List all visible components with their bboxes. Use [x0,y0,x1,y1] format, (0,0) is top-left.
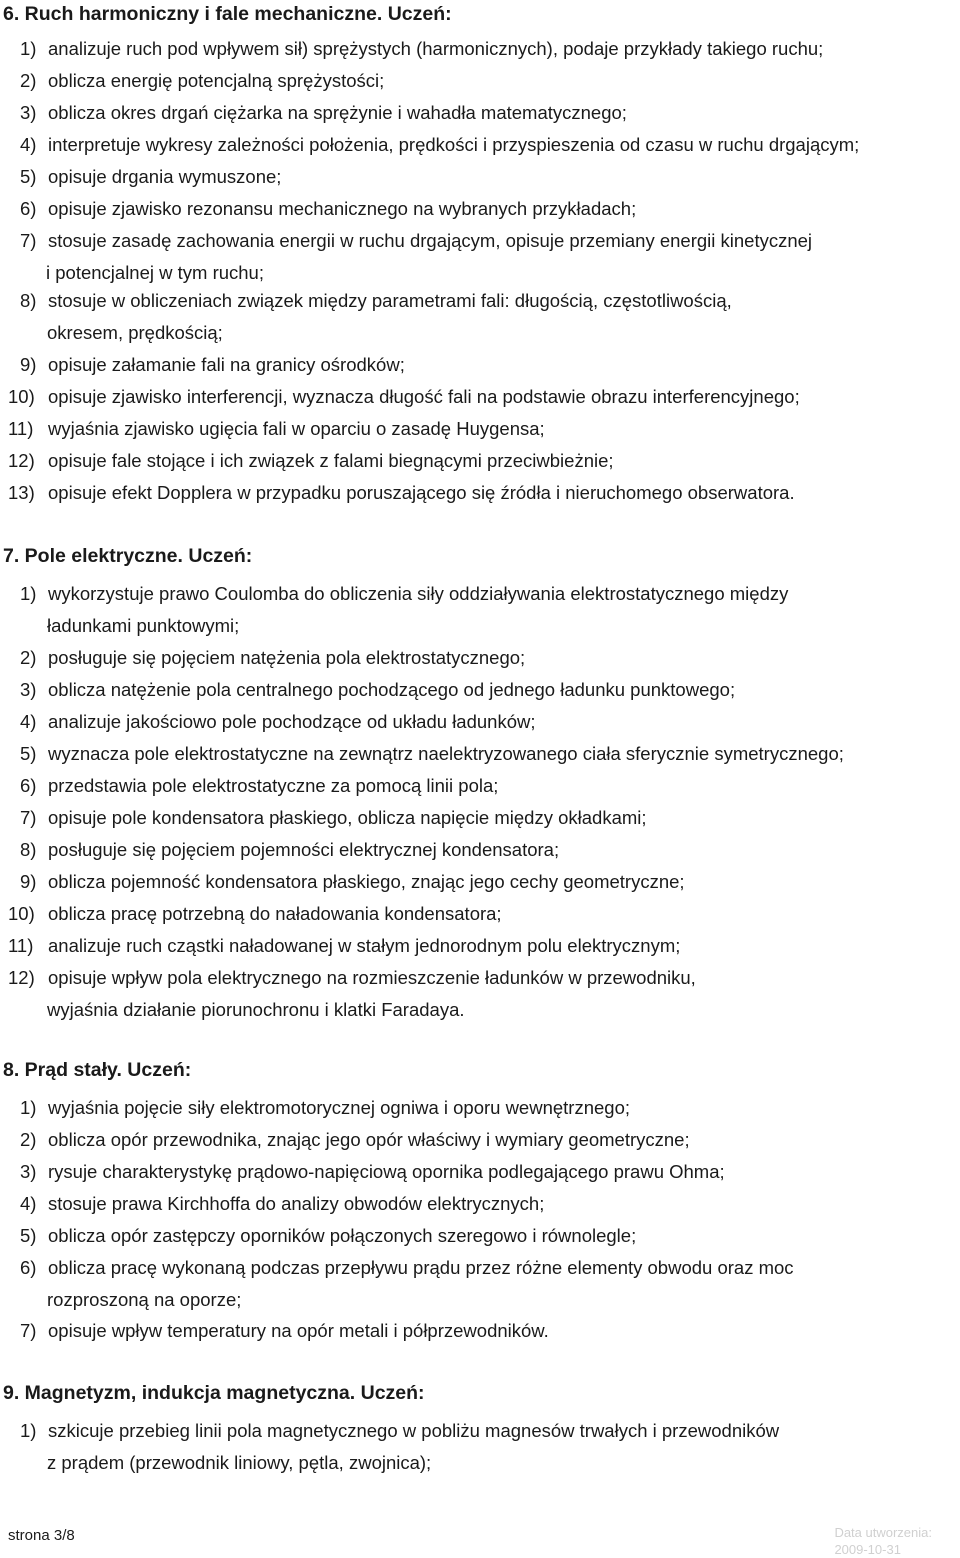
section-student-label: Uczeń: [360,1382,425,1404]
list-item-text: i potencjalnej w tym ruchu; [46,262,264,283]
page-number: strona 3/8 [8,1527,75,1544]
list-item-text: posługuje się pojęciem pojemności elektrycznej kondensatora; [48,839,560,860]
list-item-number: 7) [20,807,37,828]
list-item-number: 8) [20,290,37,311]
creation-date-label: Data utworzenia: [834,1525,932,1540]
section-heading: 8. Prąd stały. [3,1059,122,1081]
creation-date-value: 2009-10-31 [834,1542,901,1557]
list-item-text: rysuje charakterystykę prądowo-napięciową opornika podlegającego prawu Ohma; [48,1161,725,1182]
list-item-number: 12) [8,967,35,988]
list-item-text: opisuje załamanie fali na granicy ośrodków; [48,354,405,375]
list-item-text: opisuje pole kondensatora płaskiego, oblicza napięcie między okładkami; [48,807,647,828]
list-item-text: opisuje drgania wymuszone; [48,166,282,187]
list-item-number: 2) [20,1129,37,1150]
list-item-text: oblicza energię potencjalną sprężystości; [48,70,385,91]
list-item-number: 5) [20,166,37,187]
list-item-number: 1) [20,1097,37,1118]
list-item-text: stosuje w obliczeniach związek między parametrami fali: długością, częstotliwością, [48,290,732,311]
list-item-number: 7) [20,1320,37,1341]
list-item-number: 2) [20,647,37,668]
list-item-number: 3) [20,1161,37,1182]
list-item-text: wyjaśnia zjawisko ugięcia fali w oparciu o zasadę Huygensa; [48,418,545,439]
list-item-text: posługuje się pojęciem natężenia pola elektrostatycznego; [48,647,526,668]
list-item-number: 11) [8,935,34,956]
section-title [3,1381,425,1405]
list-item-number: 12) [8,450,35,471]
section-heading: 9. Magnetyzm, indukcja magnetyczna. [3,1382,356,1404]
list-item-text: analizuje jakościowo pole pochodzące od układu ładunków; [48,711,536,732]
list-item-number: 3) [20,102,37,123]
section-student-label: Uczeń: [127,1059,192,1081]
list-item-text: analizuje ruch cząstki naładowanej w stałym jednorodnym polu elektrycznym; [48,935,681,956]
list-item-text: ładunkami punktowymi; [47,615,240,636]
section-title [3,544,252,568]
list-item-number: 3) [20,679,37,700]
list-item-text: opisuje zjawisko rezonansu mechanicznego na wybranych przykładach; [48,198,637,219]
list-item-number: 6) [20,775,37,796]
list-item-number: 4) [20,134,37,155]
section-heading: 7. Pole elektryczne. [3,545,183,567]
list-item-text: oblicza opór zastępczy oporników połączonych szeregowo i równolegle; [48,1225,637,1246]
list-item-number: 8) [20,839,37,860]
list-item-text: wyjaśnia działanie piorunochronu i klatki Faradaya. [47,999,465,1020]
list-item-text: z prądem (przewodnik liniowy, pętla, zwojnica); [47,1452,432,1473]
list-item-text: przedstawia pole elektrostatyczne za pomocą linii pola; [48,775,499,796]
list-item-number: 13) [8,482,35,503]
section-student-label: Uczeń: [387,3,452,25]
list-item-text: analizuje ruch pod wpływem sił) sprężystych (harmonicznych), podaje przykłady takiego ruchu; [48,38,824,59]
list-item-text: opisuje fale stojące i ich związek z falami biegnącymi przeciwbieżnie; [48,450,614,471]
list-item-number: 9) [20,871,37,892]
list-item-text: opisuje zjawisko interferencji, wyznacza długość fali na podstawie obrazu interferencyjnego; [48,386,800,407]
list-item-number: 4) [20,1193,37,1214]
list-item-number: 1) [20,1420,37,1441]
list-item-number: 5) [20,1225,37,1246]
section-heading: 6. Ruch harmoniczny i fale mechaniczne. [3,3,383,25]
section-student-label: Uczeń: [188,545,253,567]
list-item-number: 1) [20,583,37,604]
list-item-text: opisuje wpływ temperatury na opór metali i półprzewodników. [48,1320,549,1341]
list-item-number: 6) [20,198,37,219]
list-item-number: 10) [8,903,35,924]
list-item-text: oblicza pracę potrzebną do naładowania kondensatora; [48,903,502,924]
list-item-number: 4) [20,711,37,732]
list-item-text: szkicuje przebieg linii pola magnetycznego w pobliżu magnesów trwałych i przewodników [48,1420,780,1441]
list-item-text: oblicza natężenie pola centralnego pochodzącego od jednego ładunku punktowego; [48,679,736,700]
section-title [3,1058,191,1082]
list-item-number: 1) [20,38,37,59]
list-item-text: wyznacza pole elektrostatyczne na zewnątrz naelektryzowanego ciała sferycznie symetrycznego; [48,743,844,764]
list-item-text: stosuje zasadę zachowania energii w ruchu drgającym, opisuje przemiany energii kinetycznej [48,230,813,251]
section-title [3,2,452,26]
list-item-number: 6) [20,1257,37,1278]
list-item-text: oblicza okres drgań ciężarka na sprężynie i wahadła matematycznego; [48,102,627,123]
list-item-text: rozproszoną na oporze; [47,1289,242,1310]
list-item-number: 5) [20,743,37,764]
list-item-text: interpretuje wykresy zależności położenia, prędkości i przyspieszenia od czasu w ruchu drgającym; [48,134,860,155]
list-item-text: oblicza pracę wykonaną podczas przepływu prądu przez różne elementy obwodu oraz moc [48,1257,794,1278]
list-item-number: 11) [8,418,34,439]
creation-date-block [834,1524,932,1558]
list-item-number: 9) [20,354,37,375]
list-item-text: stosuje prawa Kirchhoffa do analizy obwodów elektrycznych; [48,1193,545,1214]
list-item-text: wyjaśnia pojęcie siły elektromotorycznej ogniwa i oporu wewnętrznego; [48,1097,631,1118]
list-item-text: okresem, prędkością; [47,322,223,343]
list-item-number: 2) [20,70,37,91]
list-item-number: 7) [20,230,37,251]
list-item-text: oblicza pojemność kondensatora płaskiego, znając jego cechy geometryczne; [48,871,685,892]
list-item-text: wykorzystuje prawo Coulomba do obliczenia siły oddziaływania elektrostatycznego między [48,583,789,604]
list-item-text: oblicza opór przewodnika, znając jego opór właściwy i wymiary geometryczne; [48,1129,690,1150]
list-item-text: opisuje wpływ pola elektrycznego na rozmieszczenie ładunków w przewodniku, [48,967,696,988]
list-item-text: opisuje efekt Dopplera w przypadku poruszającego się źródła i nieruchomego obserwatora. [48,482,795,503]
list-item-number: 10) [8,386,35,407]
